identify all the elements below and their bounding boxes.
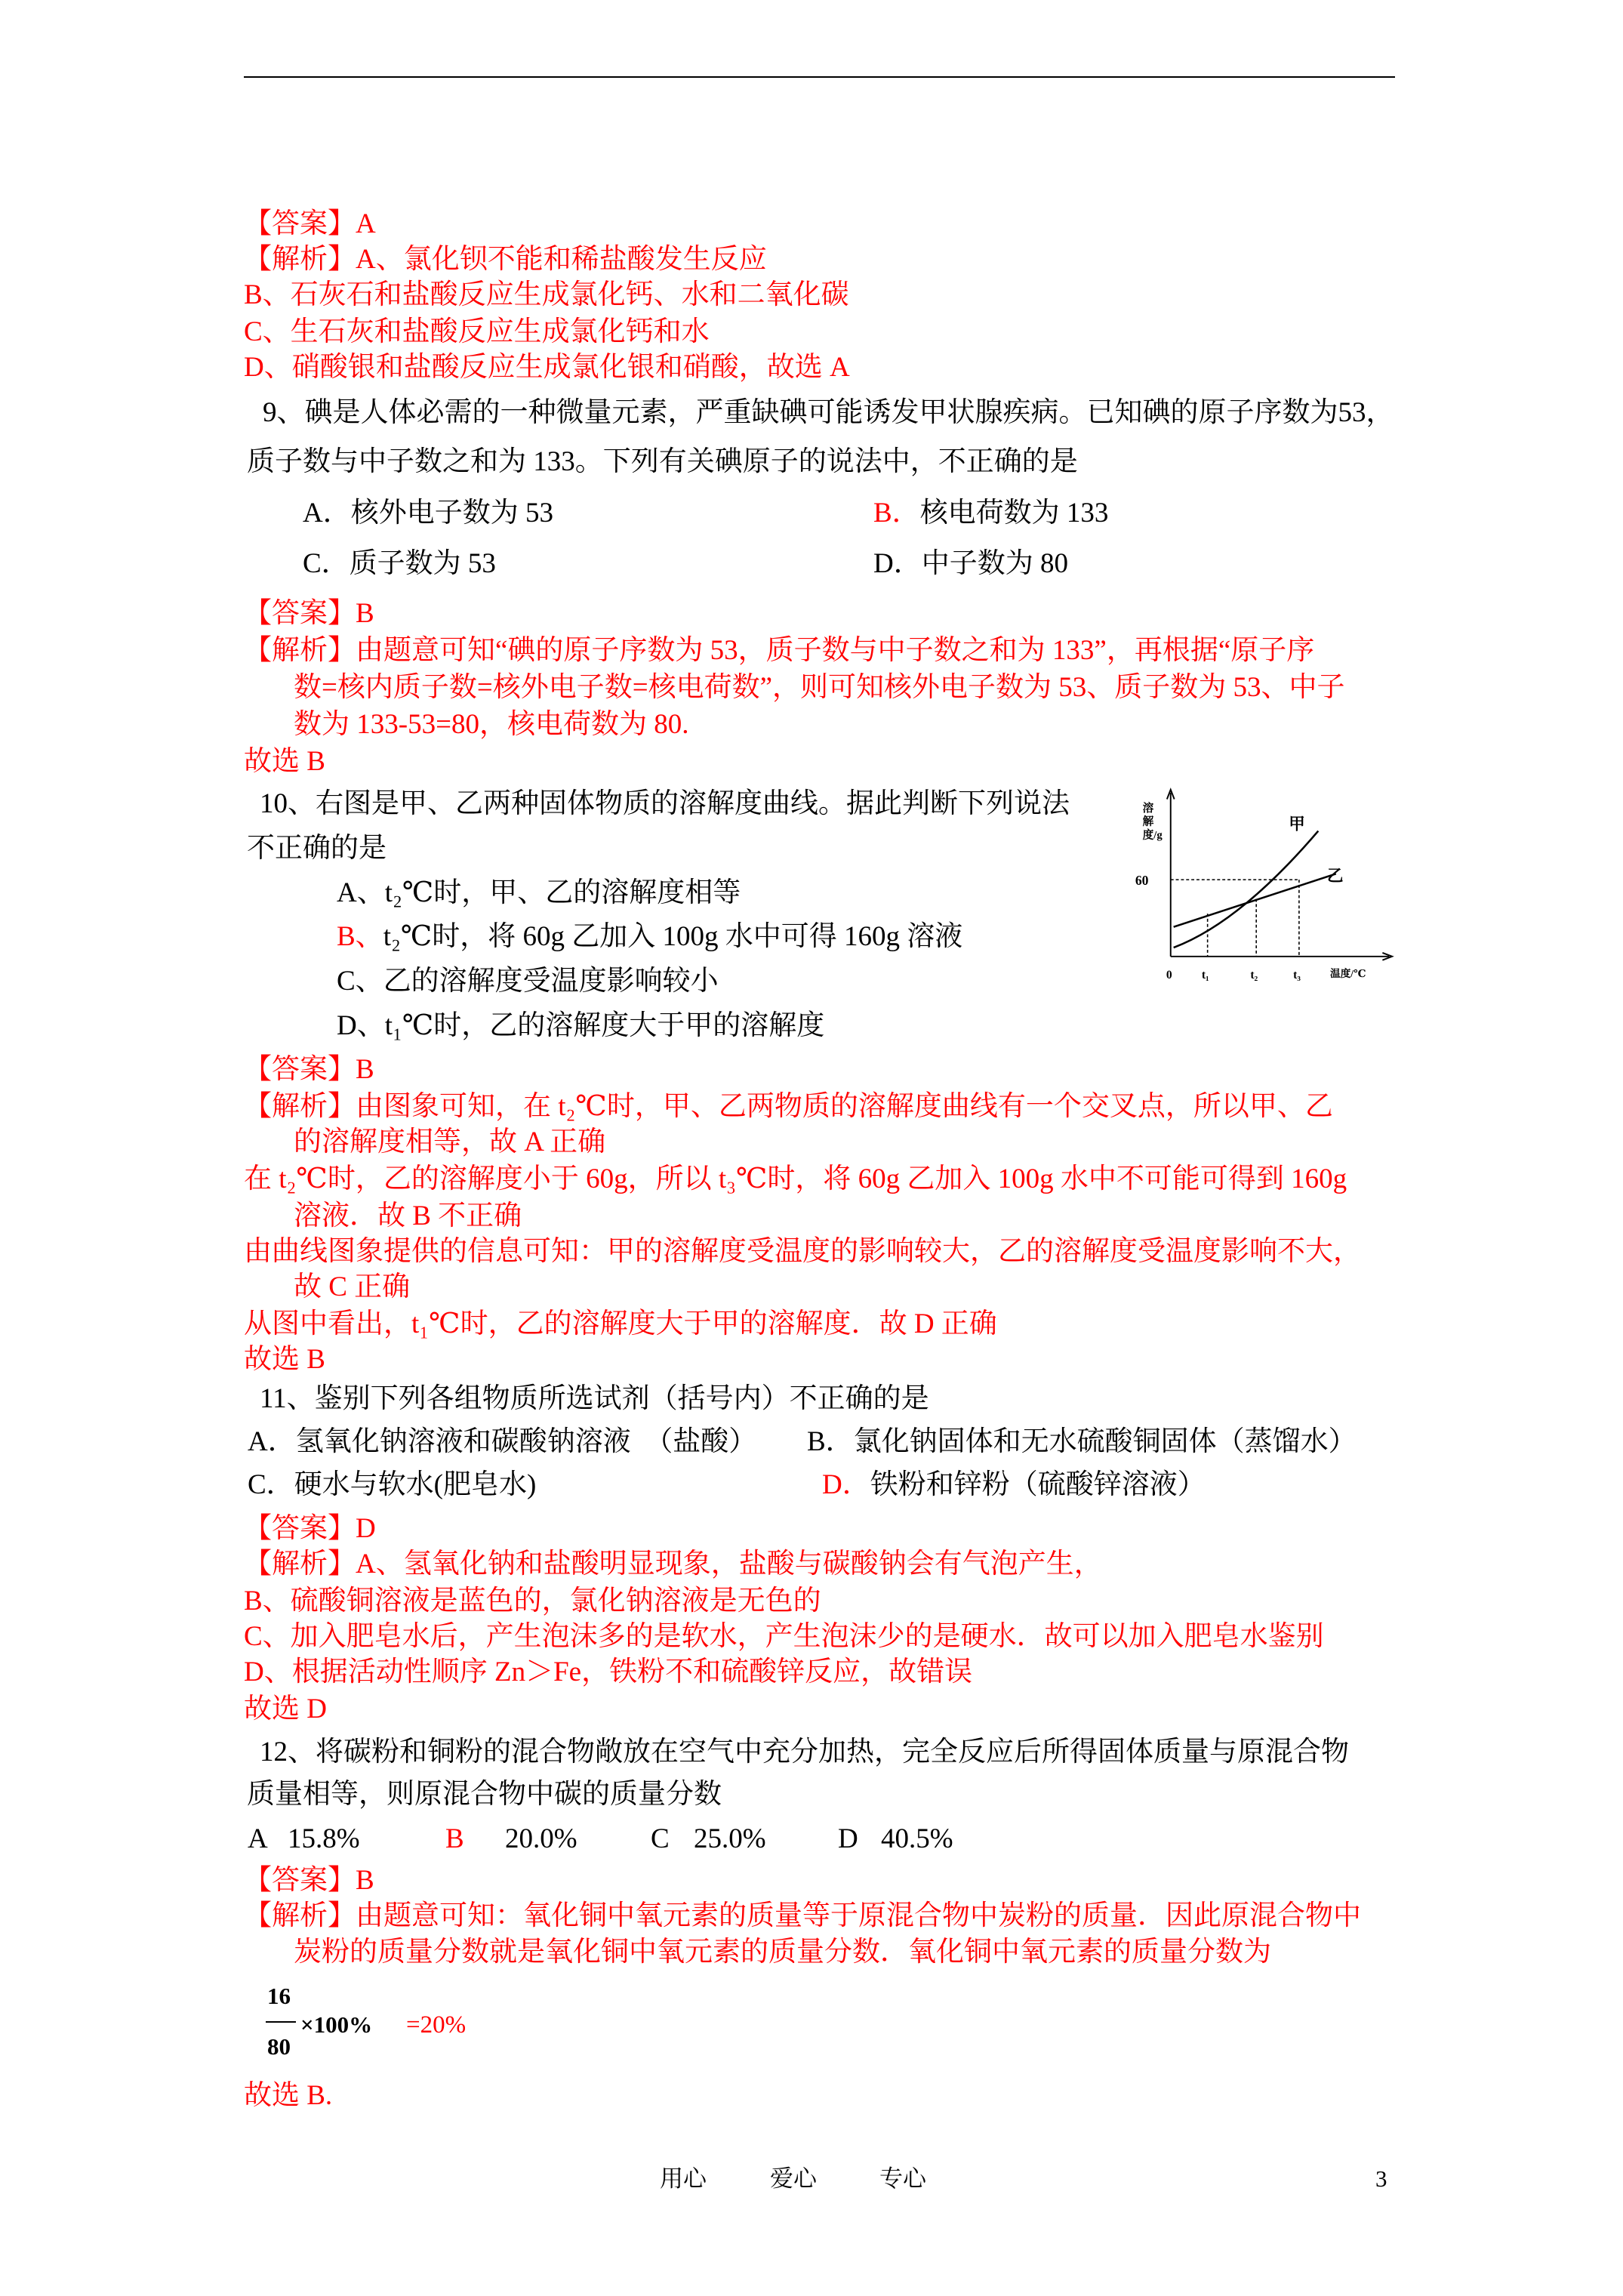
option-label: D． — [873, 548, 922, 579]
formula-result: =20% — [406, 2011, 467, 2039]
x-tick-label: t₁ — [1201, 969, 1209, 982]
question-10-option-d — [337, 1011, 824, 1041]
fraction-bar — [266, 2021, 296, 2023]
question-12-stem: 质量相等，则原混合物中碳的质量分数 — [247, 1779, 722, 1810]
fraction-denominator: 80 — [267, 2033, 291, 2060]
analysis-line: D、硝酸银和盐酸反应生成氯化银和硝酸，故选 A — [244, 352, 850, 383]
question-9-stem: 质子数与中子数之和为 133。下列有关碘原子的说法中，不正确的是 — [247, 446, 1078, 477]
question-10-option-a — [337, 878, 741, 908]
option-text: 中子数为 80 — [921, 548, 1068, 579]
option-text: 氢氧化钠溶液和碳酸钠溶液 （盐酸） — [295, 1426, 757, 1457]
analysis-line: 由曲线图象提供的信息可知：甲的溶解度受温度的影响较大，乙的溶解度受温度影响不大， — [244, 1236, 1361, 1267]
question-12-stem: 12、将碳粉和铜粉的混合物敞放在空气中充分加热，完全反应后所得固体质量与原混合物 — [260, 1737, 1349, 1767]
footer-motto: 专心 — [879, 2165, 926, 2192]
y-axis-label: 度/g — [1142, 829, 1163, 842]
option-text: t₂℃时，甲、乙的溶解度相等 — [384, 877, 741, 908]
question-9-option-a — [303, 498, 553, 529]
option-text: 硬水与软水(肥皂水) — [294, 1469, 537, 1500]
question-12-option-a-label: A — [248, 1823, 268, 1854]
option-label: B． — [807, 1426, 854, 1457]
question-12-option-d-label: D — [838, 1823, 858, 1854]
answer-line: 【答案】D — [244, 1513, 376, 1544]
option-text: 核电荷数为 133 — [919, 498, 1109, 529]
question-12-option-b-value: 20.0% — [505, 1823, 577, 1854]
series-label-yi: 乙 — [1327, 867, 1344, 886]
option-label: C、 — [337, 966, 383, 997]
analysis-line: B、硫酸铜溶液是蓝色的，氯化钠溶液是无色的 — [244, 1586, 821, 1616]
analysis-line: 【解析】由题意可知“碘的原子序数为 53，质子数与中子数之和为 133”，再根据“原子序 — [244, 635, 1315, 666]
y-axis-label: 溶 — [1142, 803, 1154, 815]
analysis-line: 在 t₂℃时，乙的溶解度小于 60g，所以 t₃℃时，将 60g 乙加入 100g 水中不可能可得到 160g — [244, 1163, 1347, 1194]
option-label: D． — [822, 1469, 870, 1500]
answer-line: 【答案】B — [244, 1054, 374, 1085]
question-10-stem: 不正确的是 — [247, 833, 387, 864]
option-text: 核外电子数为 53 — [350, 498, 553, 529]
analysis-line: 从图中看出，t₁℃时，乙的溶解度大于甲的溶解度．故 D 正确 — [244, 1308, 997, 1339]
option-label: C． — [303, 548, 350, 579]
y-axis-label: 解 — [1142, 815, 1154, 828]
analysis-line: 【解析】A、氯化钡不能和稀盐酸发生反应 — [244, 244, 767, 275]
analysis-line: 的溶解度相等，故 A 正确 — [294, 1126, 606, 1157]
option-label: B． — [873, 498, 920, 529]
question-10-option-c — [337, 966, 719, 997]
option-text: 铁粉和锌粉（硫酸锌溶液） — [870, 1469, 1206, 1500]
analysis-line: 炭粉的质量分数就是氧化铜中氧元素的质量分数．氧化铜中氧元素的质量分数为 — [294, 1937, 1271, 1968]
option-text: 质子数为 53 — [349, 548, 496, 579]
solubility-curve-figure — [1129, 782, 1395, 985]
option-label: A、 — [337, 877, 385, 908]
analysis-line: 数为 133-53=80，核电荷数为 80. — [294, 709, 689, 740]
analysis-line: 数=核内质子数=核外电子数=核电荷数”，则可知核外电子数为 53、质子数为 53、中子 — [294, 672, 1345, 703]
conclusion-line: 故选 B — [244, 1344, 325, 1375]
option-label: D、 — [337, 1010, 385, 1041]
footer-motto: 爱心 — [770, 2165, 817, 2192]
curve-jia — [1174, 831, 1319, 948]
conclusion-line: 故选 D — [244, 1693, 327, 1724]
curve-yi — [1174, 874, 1336, 926]
page-number: 3 — [1375, 2165, 1387, 2192]
answer-line: 【答案】B — [244, 598, 374, 629]
question-9-option-d — [873, 549, 1068, 579]
question-12-option-d-value: 40.5% — [881, 1823, 953, 1854]
fraction-numerator-clip — [266, 1983, 299, 2009]
option-text: t₂℃时，将 60g 乙加入 100g 水中可得 160g 溶液 — [383, 921, 963, 952]
question-11-option-a — [248, 1427, 756, 1457]
question-10-stem: 10、右图是甲、乙两种固体物质的溶解度曲线。据此判断下列说法 — [260, 788, 1070, 819]
fraction-multiplier: ×100% — [300, 2011, 373, 2038]
analysis-line: 故 C 正确 — [294, 1271, 411, 1302]
question-11-stem: 11、鉴别下列各组物质所选试剂（括号内）不正确的是 — [260, 1383, 929, 1414]
option-text: t₁℃时，乙的溶解度大于甲的溶解度 — [384, 1010, 825, 1041]
option-label: A． — [248, 1426, 296, 1457]
answer-line: 【答案】B — [244, 1865, 374, 1896]
analysis-line: 【解析】由图象可知，在 t₂℃时，甲、乙两物质的溶解度曲线有一个交叉点，所以甲、乙 — [244, 1091, 1333, 1122]
analysis-line: 溶液．故 B 不正确 — [294, 1200, 522, 1231]
question-9-option-c — [303, 549, 496, 579]
question-11-option-b — [807, 1427, 1357, 1457]
question-12-option-c-label: C — [651, 1823, 670, 1854]
x-axis-label: 温度/℃ — [1329, 968, 1366, 980]
option-text: 乙的溶解度受温度影响较小 — [383, 966, 719, 997]
x-tick-label: t₂ — [1250, 969, 1258, 982]
analysis-line: 【解析】A、氢氧化钠和盐酸明显现象，盐酸与碳酸钠会有气泡产生， — [244, 1549, 1102, 1579]
fraction-numerator: 16 — [267, 1983, 291, 2009]
question-9-option-b — [873, 498, 1108, 529]
origin-label: 0 — [1166, 969, 1172, 982]
analysis-line: D、根据活动性顺序 Zn＞Fe，铁粉不和硫酸锌反应，故错误 — [244, 1657, 973, 1687]
question-11-option-c — [248, 1470, 536, 1500]
option-label: B、 — [337, 921, 383, 952]
x-tick-label: t₃ — [1293, 969, 1301, 982]
series-label-jia: 甲 — [1289, 815, 1305, 834]
footer-motto: 用心 — [660, 2165, 707, 2192]
question-12-option-a-value: 15.8% — [288, 1823, 360, 1854]
conclusion-line: 故选 B — [244, 746, 325, 777]
header-rule — [244, 76, 1395, 78]
answer-line: 【答案】A — [244, 208, 376, 239]
question-12-option-c-value: 25.0% — [694, 1823, 766, 1854]
analysis-line: B、石灰石和盐酸反应生成氯化钙、水和二氧化碳 — [244, 279, 849, 310]
option-label: C． — [248, 1469, 294, 1500]
question-12-option-b-label: B — [445, 1823, 464, 1854]
conclusion-line: 故选 B. — [244, 2080, 333, 2111]
question-9-stem: 9、碘是人体必需的一种微量元素，严重缺碘可能诱发甲状腺疾病。已知碘的原子序数为53， — [263, 397, 1394, 428]
option-text: 氯化钠固体和无水硫酸铜固体（蒸馏水） — [853, 1426, 1357, 1457]
analysis-line: 【解析】由题意可知：氧化铜中氧元素的质量等于原混合物中炭粉的质量．因此原混合物中 — [244, 1900, 1361, 1931]
question-10-option-b — [337, 922, 962, 952]
question-11-option-d — [822, 1470, 1206, 1500]
y-tick-label: 60 — [1135, 872, 1149, 888]
option-label: A． — [303, 498, 351, 529]
analysis-line: C、生石灰和盐酸反应生成氯化钙和水 — [244, 316, 710, 347]
analysis-line: C、加入肥皂水后，产生泡沫多的是软水，产生泡沫少的是硬水．故可以加入肥皂水鉴别 — [244, 1621, 1324, 1652]
